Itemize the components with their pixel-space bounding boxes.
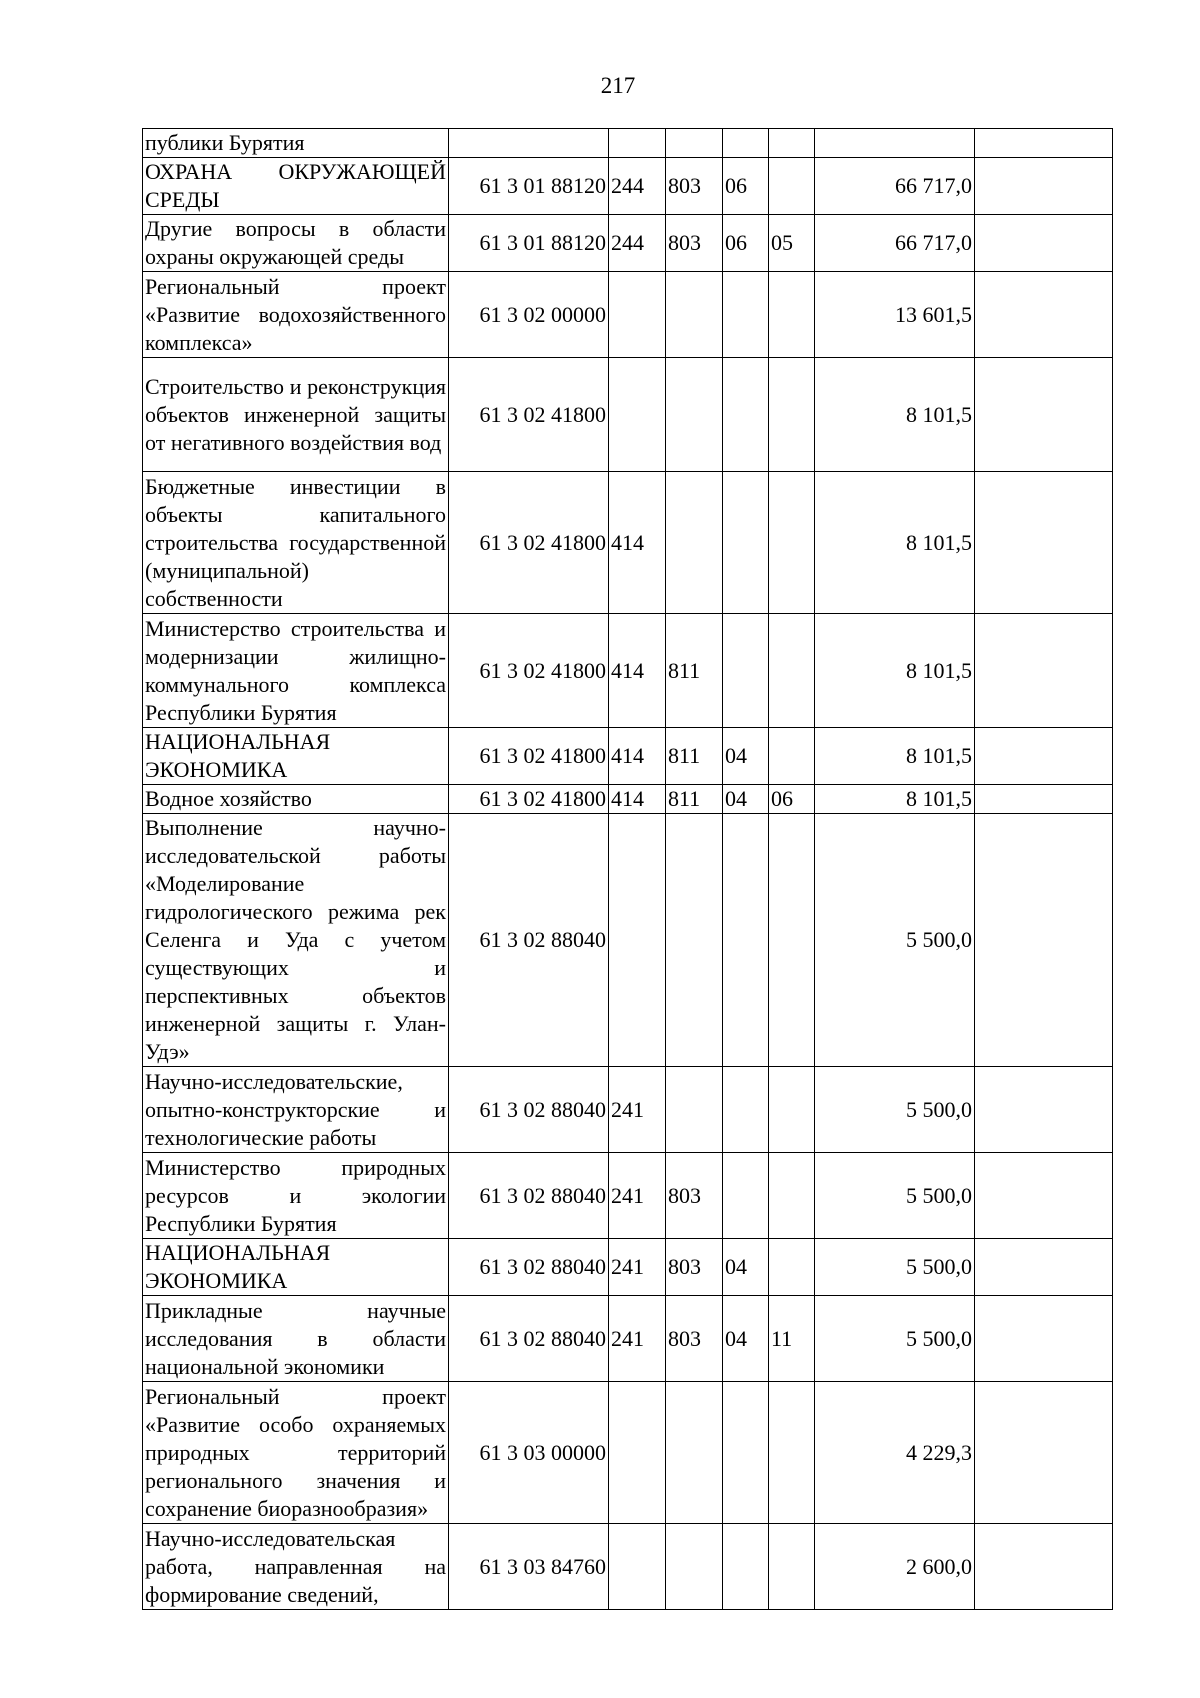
row-gr: 803 [666,158,723,215]
row-gr [666,1067,723,1153]
row-amount: 8 101,5 [815,358,975,472]
table-row [143,1153,1113,1239]
row-csr: 61 3 02 41800 [449,785,609,814]
row-amount: 5 500,0 [815,1153,975,1239]
row-amount: 5 500,0 [815,814,975,1067]
row-extra [975,814,1113,1067]
row-name: Строительство и реконструкция объектов инженерной защиты от негативного воздействия вод [143,358,449,472]
row-pr: 06 [769,785,815,814]
row-name: публики Бурятия [143,129,449,158]
row-pr [769,1524,815,1610]
row-gr: 803 [666,1153,723,1239]
row-csr: 61 3 02 88040 [449,1296,609,1382]
row-rz [723,1524,769,1610]
row-rz [723,614,769,728]
row-csr: 61 3 02 41800 [449,614,609,728]
row-rz [723,814,769,1067]
row-name: Региональный проект «Развитие водохозяйственного комплекса» [143,272,449,358]
row-gr [666,358,723,472]
row-rz: 04 [723,1296,769,1382]
row-extra [975,129,1113,158]
row-pr [769,472,815,614]
row-gr [666,472,723,614]
row-name: Бюджетные инвестиции в объекты капитального строительства государственной (муниципальной) собственности [143,472,449,614]
row-gr: 811 [666,785,723,814]
row-csr: 61 3 02 88040 [449,1239,609,1296]
row-gr: 803 [666,215,723,272]
row-gr [666,129,723,158]
table-row [143,215,1113,272]
row-pr [769,358,815,472]
row-vr [609,1524,666,1610]
row-pr [769,1153,815,1239]
table-row [143,1296,1113,1382]
row-vr: 414 [609,785,666,814]
row-csr: 61 3 02 41800 [449,728,609,785]
row-name: Прикладные научные исследования в области национальной экономики [143,1296,449,1382]
row-extra [975,1296,1113,1382]
row-vr: 241 [609,1239,666,1296]
row-pr [769,1067,815,1153]
row-rz: 04 [723,785,769,814]
table-row [143,1239,1113,1296]
row-name: Министерство природных ресурсов и экологии Республики Бурятия [143,1153,449,1239]
row-rz [723,1382,769,1524]
row-name: Научно-исследовательская работа, направленная на формирование сведений, [143,1524,449,1610]
row-amount: 8 101,5 [815,785,975,814]
row-rz [723,129,769,158]
table-row [143,158,1113,215]
row-rz: 06 [723,215,769,272]
row-extra [975,728,1113,785]
row-pr [769,1382,815,1524]
row-amount: 8 101,5 [815,472,975,614]
row-rz: 04 [723,728,769,785]
row-vr [609,1382,666,1524]
table-row [143,472,1113,614]
row-extra [975,785,1113,814]
row-vr [609,272,666,358]
row-csr: 61 3 02 41800 [449,472,609,614]
table-row [143,1067,1113,1153]
table-row [143,785,1113,814]
row-amount: 2 600,0 [815,1524,975,1610]
table-row [143,814,1113,1067]
table-row [143,614,1113,728]
row-extra [975,158,1113,215]
row-rz: 06 [723,158,769,215]
table-row [143,1524,1113,1610]
row-vr: 241 [609,1153,666,1239]
row-name: Выполнение научно-исследовательской работы «Моделирование гидрологического режима рек Селенга и Уда с учетом существующих и перспективных объектов инженерной защиты г. Улан-Удэ» [143,814,449,1067]
row-vr: 241 [609,1067,666,1153]
row-name: Научно-исследовательские, опытно-конструкторские и технологические работы [143,1067,449,1153]
row-csr [449,129,609,158]
row-gr: 803 [666,1296,723,1382]
row-name: Водное хозяйство [143,785,449,814]
row-pr [769,272,815,358]
row-extra [975,1524,1113,1610]
row-csr: 61 3 03 84760 [449,1524,609,1610]
row-rz [723,272,769,358]
row-amount: 5 500,0 [815,1239,975,1296]
row-name: Региональный проект «Развитие особо охраняемых природных территорий регионального значения и сохранение биоразнообразия» [143,1382,449,1524]
row-extra [975,358,1113,472]
row-extra [975,215,1113,272]
row-vr: 244 [609,215,666,272]
row-csr: 61 3 01 88120 [449,158,609,215]
row-extra [975,1067,1113,1153]
row-rz [723,472,769,614]
table-row [143,129,1113,158]
row-vr [609,358,666,472]
row-gr [666,272,723,358]
row-gr: 811 [666,614,723,728]
row-amount: 5 500,0 [815,1296,975,1382]
row-extra [975,272,1113,358]
row-extra [975,1382,1113,1524]
row-pr [769,814,815,1067]
budget-table [142,128,1113,1610]
row-rz [723,358,769,472]
row-csr: 61 3 02 88040 [449,814,609,1067]
row-extra [975,1239,1113,1296]
row-csr: 61 3 02 00000 [449,272,609,358]
row-amount [815,129,975,158]
row-gr [666,814,723,1067]
row-pr [769,1239,815,1296]
row-amount: 4 229,3 [815,1382,975,1524]
row-extra [975,614,1113,728]
row-vr: 414 [609,472,666,614]
row-name: НАЦИОНАЛЬНАЯ ЭКОНОМИКА [143,1239,449,1296]
row-csr: 61 3 01 88120 [449,215,609,272]
row-pr [769,728,815,785]
row-name: ОХРАНА ОКРУЖАЮЩЕЙ СРЕДЫ [143,158,449,215]
row-name: Министерство строительства и модернизации жилищно-коммунального комплекса Республики Бурятия [143,614,449,728]
row-csr: 61 3 02 88040 [449,1153,609,1239]
row-extra [975,1153,1113,1239]
row-vr [609,129,666,158]
row-csr: 61 3 02 88040 [449,1067,609,1153]
table-row [143,358,1113,472]
row-pr: 11 [769,1296,815,1382]
table-row [143,1382,1113,1524]
row-extra [975,472,1113,614]
row-rz [723,1067,769,1153]
row-amount: 8 101,5 [815,728,975,785]
row-vr: 244 [609,158,666,215]
table-row [143,272,1113,358]
row-amount: 13 601,5 [815,272,975,358]
table-row [143,728,1113,785]
row-gr [666,1524,723,1610]
row-gr: 811 [666,728,723,785]
row-rz [723,1153,769,1239]
row-vr: 414 [609,614,666,728]
row-vr [609,814,666,1067]
row-name: Другие вопросы в области охраны окружающей среды [143,215,449,272]
row-pr [769,614,815,728]
page-number: 217 [600,73,636,98]
row-rz: 04 [723,1239,769,1296]
row-pr [769,129,815,158]
row-amount: 8 101,5 [815,614,975,728]
row-gr [666,1382,723,1524]
row-csr: 61 3 02 41800 [449,358,609,472]
row-vr: 241 [609,1296,666,1382]
row-csr: 61 3 03 00000 [449,1382,609,1524]
row-vr: 414 [609,728,666,785]
row-name: НАЦИОНАЛЬНАЯ ЭКОНОМИКА [143,728,449,785]
row-pr: 05 [769,215,815,272]
row-amount: 66 717,0 [815,158,975,215]
row-gr: 803 [666,1239,723,1296]
row-amount: 5 500,0 [815,1067,975,1153]
row-pr [769,158,815,215]
row-amount: 66 717,0 [815,215,975,272]
